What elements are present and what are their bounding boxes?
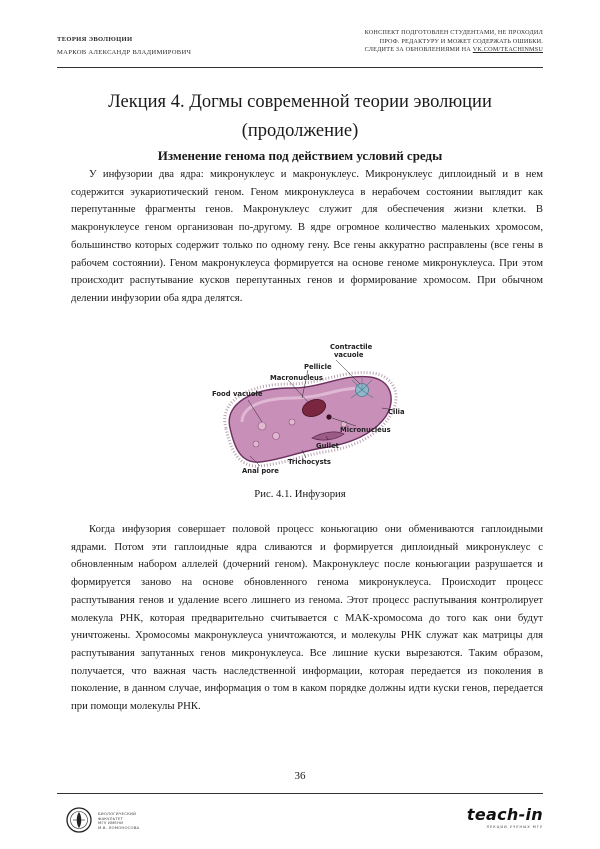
paragraph-2-text: Когда инфузория совершает половой процесс коньюгацию они обмениваются гаплоидными ядрами. Потом эти гаплоидные ядра сливаются и формируется диплоидный микронуклеус с обновленным набором аллелей (дочерний геном). Макронуклеус после коньюгации разрушается и формируется заново на основе обновленного генома микронуклеуса. Происходит процесс распутывания генов и удаление всего лишнего из генома. Этот процесс распутывания контролирует молекула РНК, которая предварительно считывается с МАК-хромосома до того как они будут уничтожены. Хромосомы макронуклеуса уничтожаются, и молекулы РНК служат как матрицы для распутывания запутанных генов микронуклеуса. Все лишние куски вырезаются. Таким образом, получается, что важная часть наследственной информации, которая передается из поколения в поколение, в данном случае, информация о том в каком порядке должны идти куски генов, передается при помощи молекулы РНК. — [71, 523, 543, 713]
label-contractile: Contractile — [330, 343, 373, 351]
university-line-2: ФАКУЛЬТЕТ — [98, 815, 124, 821]
label-trichocysts: Trichocysts — [288, 458, 331, 466]
paragraph-2 — [71, 521, 543, 716]
lecture-title-line-1: Лекция 4. Догмы современной теории эволюции — [108, 92, 492, 112]
notice-line-3 — [365, 46, 543, 55]
label-macronucleus: Macronucleus — [270, 374, 323, 382]
label-micronucleus: Micronucleus — [340, 426, 391, 434]
food-vacuole-3 — [289, 419, 295, 425]
label-anal-pore: Anal pore — [242, 467, 279, 475]
notice-line-2: ПРОФ. РЕДАКТУРУ И МОЖЕТ СОДЕРЖАТЬ ОШИБКИ. — [379, 37, 543, 45]
university-name — [98, 812, 139, 830]
label-food-vacuole: Food vacuole — [212, 390, 263, 398]
teach-in-brand: teach-in — [466, 805, 543, 824]
teach-in-tagline: ЛЕКЦИИ УЧЕНЫХ МГУ — [486, 825, 543, 829]
footer-divider — [57, 793, 543, 794]
paragraph-1-text: У инфузории два ядра: микронуклеус и макронуклеус. Микронуклеус диплоидный и в нем содержится эукариотический геном. Геном микронуклеуса в нерабочем состоянии выглядит как перепутанные фрагменты генов. Макронуклеус служит для обеспечения жизни клетки. В макронуклеусе геном организован по-другому. В ядре огромное количество маленьких хромосом, большинство которых содержит только по одному гену. Все гены аккуратно расправлены (все гены в рабочем состоянии). Геном макронуклеуса формируется на основе геноме микронуклеуса. При этом происходит распутывание кусков перепутанных генов и формирование хромосом. При обычном делении инфузории оба ядра делятся. — [71, 168, 543, 304]
food-vacuole-1 — [258, 422, 266, 430]
lecture-title — [57, 88, 543, 146]
lecture-title-line-2: (продолжение) — [241, 121, 359, 141]
university-line-3: МГУ ИМЕНИ — [98, 820, 124, 826]
notice-line-3-prefix: СЛЕДИТЕ ЗА ОБНОВЛЕНИЯМИ НА — [364, 46, 473, 54]
food-vacuole-2 — [273, 433, 280, 440]
header-divider — [57, 67, 543, 68]
notice-line-1: КОНСПЕКТ ПОДГОТОВЛЕН СТУДЕНТАМИ, НЕ ПРОХОДИЛ — [364, 29, 543, 36]
university-line-4: М.В. ЛОМОНОСОВА — [98, 824, 140, 830]
figure-caption: Рис. 4.1. Инфузория — [254, 488, 346, 500]
micronucleus-shape — [326, 414, 331, 419]
running-header-left — [57, 33, 191, 59]
food-vacuole-4 — [253, 441, 259, 447]
author-name: МАРКОВ АЛЕКСАНДР ВЛАДИМИРОВИЧ — [57, 49, 192, 56]
label-pellicle: Pellicle — [304, 363, 332, 371]
label-gullet: Gullet — [316, 442, 339, 450]
label-vacuole: vacuole — [334, 351, 364, 359]
section-heading: Изменение генома под действием условий среды — [157, 148, 443, 163]
course-name: ТЕОРИЯ ЭВОЛЮЦИИ — [57, 36, 133, 43]
vk-link[interactable]: VK.COM/TEACHINMSU — [472, 46, 543, 54]
paramecium-illustration — [212, 340, 405, 475]
teach-in-logo — [467, 806, 543, 829]
label-cilia: Cilia — [388, 408, 405, 416]
page-number: 36 — [294, 770, 306, 782]
paramecium-figure — [212, 340, 405, 475]
university-line-1: БИОЛОГИЧЕСКИЙ — [98, 811, 137, 816]
running-header-right — [365, 29, 543, 55]
msu-biology-logo-icon — [66, 807, 92, 833]
paragraph-1 — [71, 166, 543, 308]
